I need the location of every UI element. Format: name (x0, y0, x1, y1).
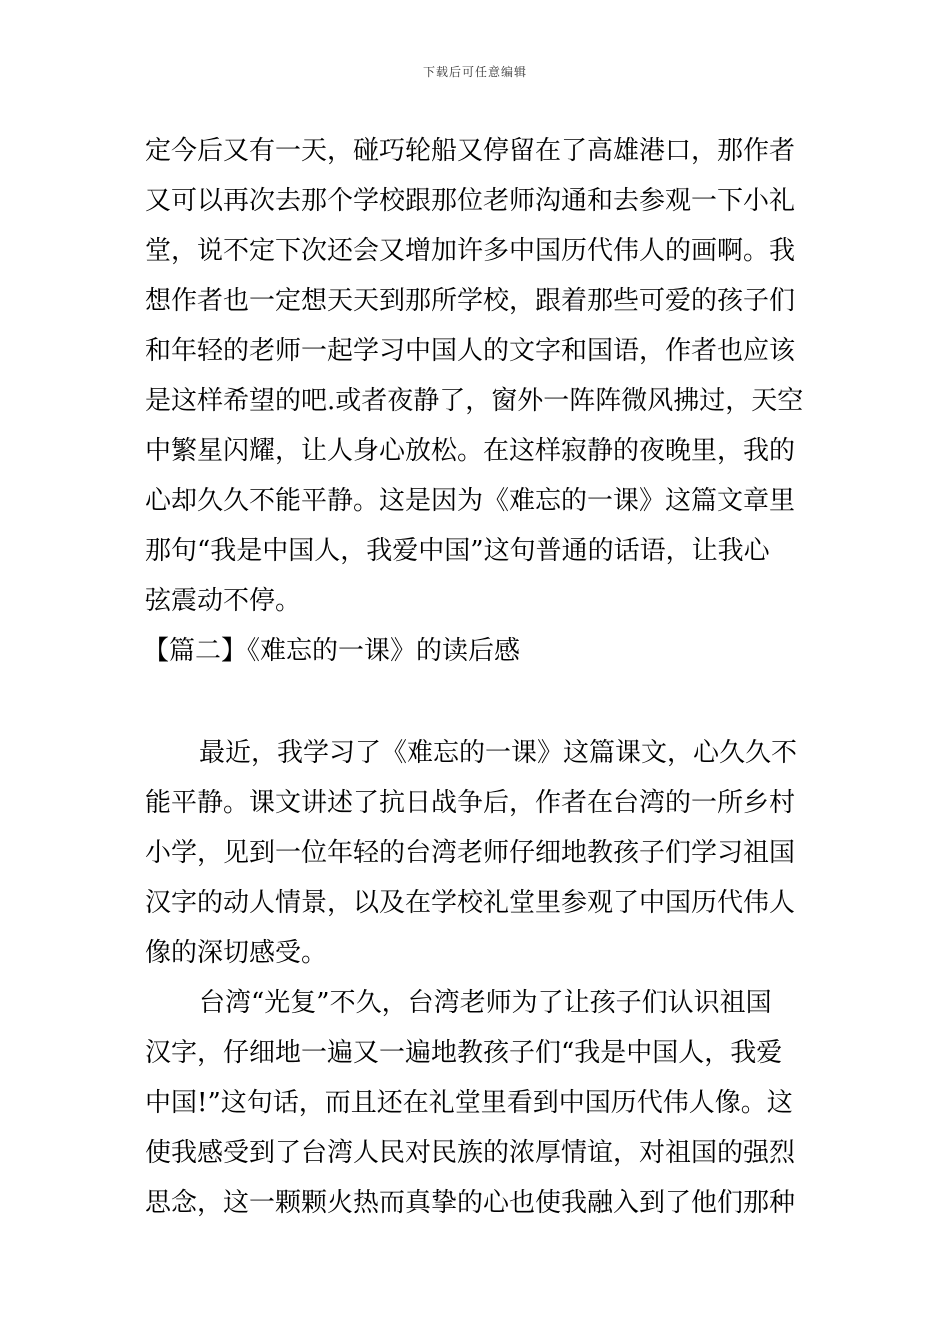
text-line: 像的深切感受。 (145, 938, 328, 968)
text-line: 汉字，仔细地一遍又一遍地教孩子们“我是中国人，我爱 (145, 1038, 783, 1068)
paragraph-intro (145, 728, 815, 978)
text-line: 定今后又有一天，碰巧轮船又停留在了高雄港口，那作者 (145, 136, 796, 166)
text-line: 堂，说不定下次还会又增加许多中国历代伟人的画啊。我 (145, 236, 796, 266)
page-header: 下载后可任意编辑 (422, 65, 527, 79)
section-continued-text (145, 126, 815, 626)
text-line: 使我感受到了台湾人民对民族的浓厚情谊，对祖国的强烈 (145, 1138, 796, 1168)
text-line: 能平静。课文讲述了抗日战争后，作者在台湾的一所乡村 (145, 788, 796, 818)
text-line: 最近，我学习了《难忘的一课》这篇课文，心久久不 (199, 738, 798, 768)
text-line: 那句“我是中国人，我爱中国”这句普通的话语，让我心 (145, 536, 770, 566)
text-line: 中国!”这句话，而且还在礼堂里看到中国历代伟人像。这 (145, 1088, 793, 1118)
document-body (145, 126, 815, 1228)
text-line: 又可以再次去那个学校跟那位老师沟通和去参观一下小礼 (145, 186, 796, 216)
text-line: 小学，见到一位年轻的台湾老师仔细地教孩子们学习祖国 (145, 838, 796, 868)
section-heading: 【篇二】《难忘的一课》的读后感 (143, 636, 521, 666)
text-line: 弦震动不停。 (145, 586, 302, 616)
text-line: 和年轻的老师一起学习中国人的文字和国语，作者也应该 (145, 336, 796, 366)
text-line: 思念，这一颗颗火热而真挚的心也使我融入到了他们那种 (145, 1188, 796, 1218)
text-line: 中繁星闪耀，让人身心放松。在这样寂静的夜晚里，我的 (145, 436, 796, 466)
text-line: 想作者也一定想天天到那所学校，跟着那些可爱的孩子们 (145, 286, 796, 316)
text-line: 是这样希望的吧.或者夜静了，窗外一阵阵微风拂过，天空 (145, 386, 804, 416)
blank-line (145, 676, 815, 728)
text-line: 台湾“光复”不久，台湾老师为了让孩子们认识祖国 (199, 988, 772, 1018)
paragraph-taiwan (145, 978, 815, 1228)
text-line: 心却久久不能平静。这是因为《难忘的一课》这篇文章里 (145, 486, 796, 516)
text-line: 汉字的动人情景，以及在学校礼堂里参观了中国历代伟人 (145, 888, 796, 918)
